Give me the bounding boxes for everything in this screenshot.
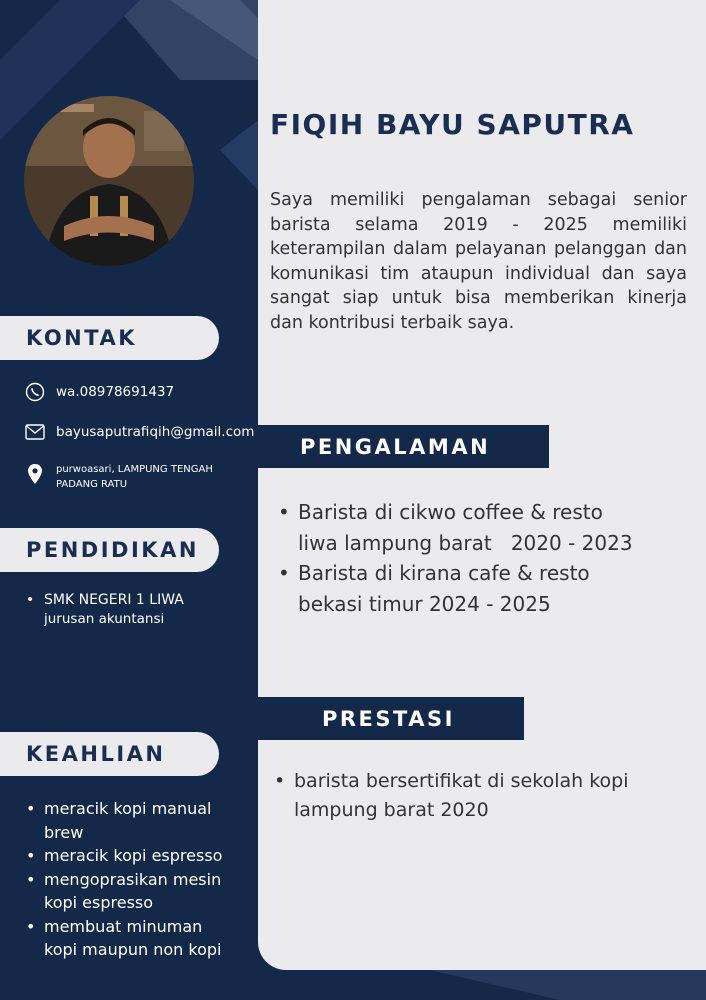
achievements-heading: PRESTASI [258,697,524,740]
achievement-title: • barista bersertifikat di sekolah kopi [294,770,629,792]
skill-item: • meracik kopi manual brew [24,797,239,844]
education-item [24,592,184,627]
contact-email-row [24,421,254,443]
location-pin-icon [24,463,46,485]
contact-phone[interactable]: wa.08978691437 [56,384,175,400]
experience-list [276,497,633,619]
achievement-detail: lampung barat 2020 [294,799,489,821]
skill-item: • membuat minuman kopi maupun non kopi [24,915,239,962]
contact-heading: KONTAK [0,316,219,360]
skill-item: • mengoprasikan mesin kopi espresso [24,868,239,915]
phone-icon [24,381,46,403]
experience-detail: bekasi timur 2024 - 2025 [298,591,551,616]
profile-photo [24,96,194,266]
profile-about: Saya memiliki pengalaman sebagai senior barista selama 2019 - 2025 memiliki keterampilan dalam pelayanan pelanggan dan komunikasi tim ataupun individual dan saya sangat siap untuk bisa memberikan kinerja dan kontribusi terbaik saya. [270,190,687,333]
experience-detail: liwa lampung barat 2020 - 2023 [298,530,633,555]
contact-phone-row [24,381,174,403]
achievements-list [272,767,629,825]
contact-address-row [24,462,213,492]
mail-icon [24,421,46,443]
experience-item [276,497,633,558]
profile-name: FIQIH BAYU SAPUTRA [270,108,635,141]
skill-item: • meracik kopi espresso [24,844,239,868]
contact-address-line1: purwoasari, LAMPUNG TENGAH [56,464,213,475]
experience-item [276,558,633,619]
contact-address-line2: PADANG RATU [56,479,128,490]
contact-email[interactable]: bayusaputrafiqih@gmail.com [56,424,255,440]
achievement-item [272,767,629,825]
skills-heading: KEAHLIAN [0,732,219,776]
education-list [24,592,184,627]
experience-heading: PENGALAMAN [258,425,549,468]
education-major: jurusan akuntansi [44,611,165,627]
education-heading: PENDIDIKAN [0,528,219,572]
education-school: • SMK NEGERI 1 LIWA [44,592,184,608]
experience-title: • Barista di cikwo coffee & resto [298,500,603,524]
experience-title: • Barista di kirana cafe & resto [298,561,590,585]
skills-list [24,797,239,962]
